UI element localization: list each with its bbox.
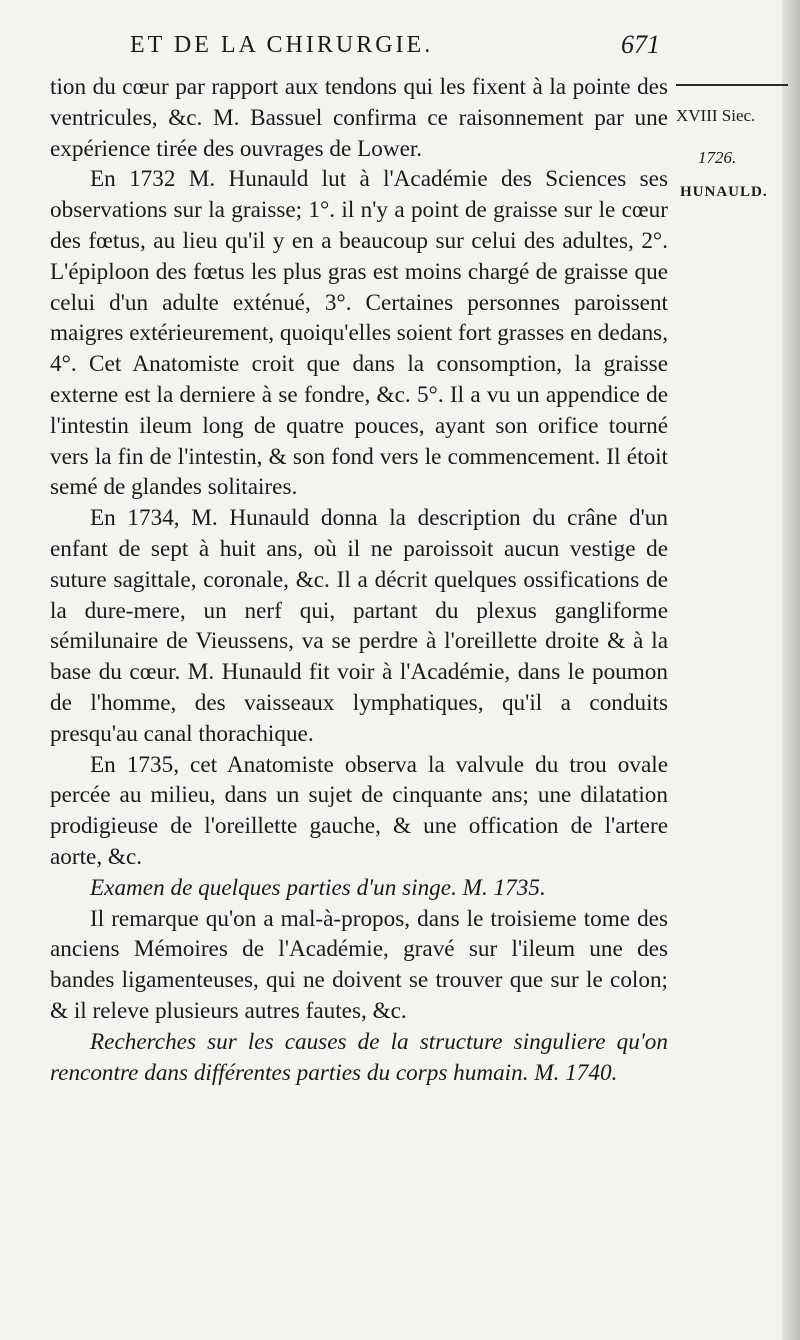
paragraph-continuation: tion du cœur par rapport aux tendons qui les fixent à la pointe des ventricules, &c. M. Bassuel confirma ce raisonnement par une expérience tirée des ouvrages de Lower. <box>50 74 668 162</box>
paragraph-title-recherches: Recherches sur les causes de la structure singuliere qu'on rencontre dans différentes parties du corps humain. M. 1740. <box>50 1028 668 1086</box>
page-number: 671 <box>621 30 660 59</box>
margin-rule <box>676 84 788 86</box>
margin-note-year: 1726. <box>698 148 737 167</box>
paragraph-1732: En 1732 M. Hunauld lut à l'Académie des Sciences ses observations sur la graisse; 1°. il n'y a point de graisse sur le cœur des fœtus, au lieu qu'il y en a beaucoup sur celui des adultes, 2°. L'épiploon des fœtus les plus gras est moins chargé de graisse que celui d'un adulte exténué, 3°. Certaines personnes paroissent maigres extérieurement, quoiqu'elles soient fort grasses en dedans, 4°. Cet Anatomiste croit que dans la consomption, la graisse externe est la derniere à se fondre, &c. 5°. Il a vu un appendice de l'intestin ileum long de quatre pouces, ayant son orifice tourné vers la fin de l'intestin, & son fond vers le commencement. Il étoit semé de glandes solitaires. <box>50 166 668 501</box>
paragraph-1735: En 1735, cet Anatomiste observa la valvule du trou ovale percée au milieu, dans un sujet de cinquante ans; une dilatation prodigieuse de l'oreillette gauche, & une offication de l'artere aorte, &c. <box>50 751 668 870</box>
paragraph-remarque: Il remarque qu'on a mal-à-propos, dans le troisieme tome des anciens Mémoires de l'Académie, gravé sur l'ileum une des bandes ligamenteuses, qui ne doivent se trouver que sur le colon; & il releve plusieurs autres fautes, &c. <box>50 905 668 1024</box>
page-edge-shadow <box>782 0 800 1340</box>
running-head: ET DE LA CHIRURGIE. <box>130 32 434 58</box>
body-text <box>50 72 668 1088</box>
page-header <box>100 30 660 66</box>
margin-note-century: XVIII Siec. <box>676 106 756 125</box>
margin-note-name: HUNAULD. <box>680 184 768 200</box>
paragraph-1734: En 1734, M. Hunauld donna la description du crâne d'un enfant de sept à huit ans, où il ne paroissoit aucun vestige de suture sagittale, coronale, &c. Il a décrit quelques ossifications de la dure-mere, un nerf qui, partant du plexus gangliforme sémilunaire de Vieussens, va se perdre à l'oreillette droite & à la base du cœur. M. Hunauld fit voir à l'Académie, dans le poumon de l'homme, des vaisseaux lymphatiques, qu'il a conduits presqu'au canal thorachique. <box>50 505 668 747</box>
paragraph-title-singe: Examen de quelques parties d'un singe. M. 1735. <box>90 874 546 901</box>
